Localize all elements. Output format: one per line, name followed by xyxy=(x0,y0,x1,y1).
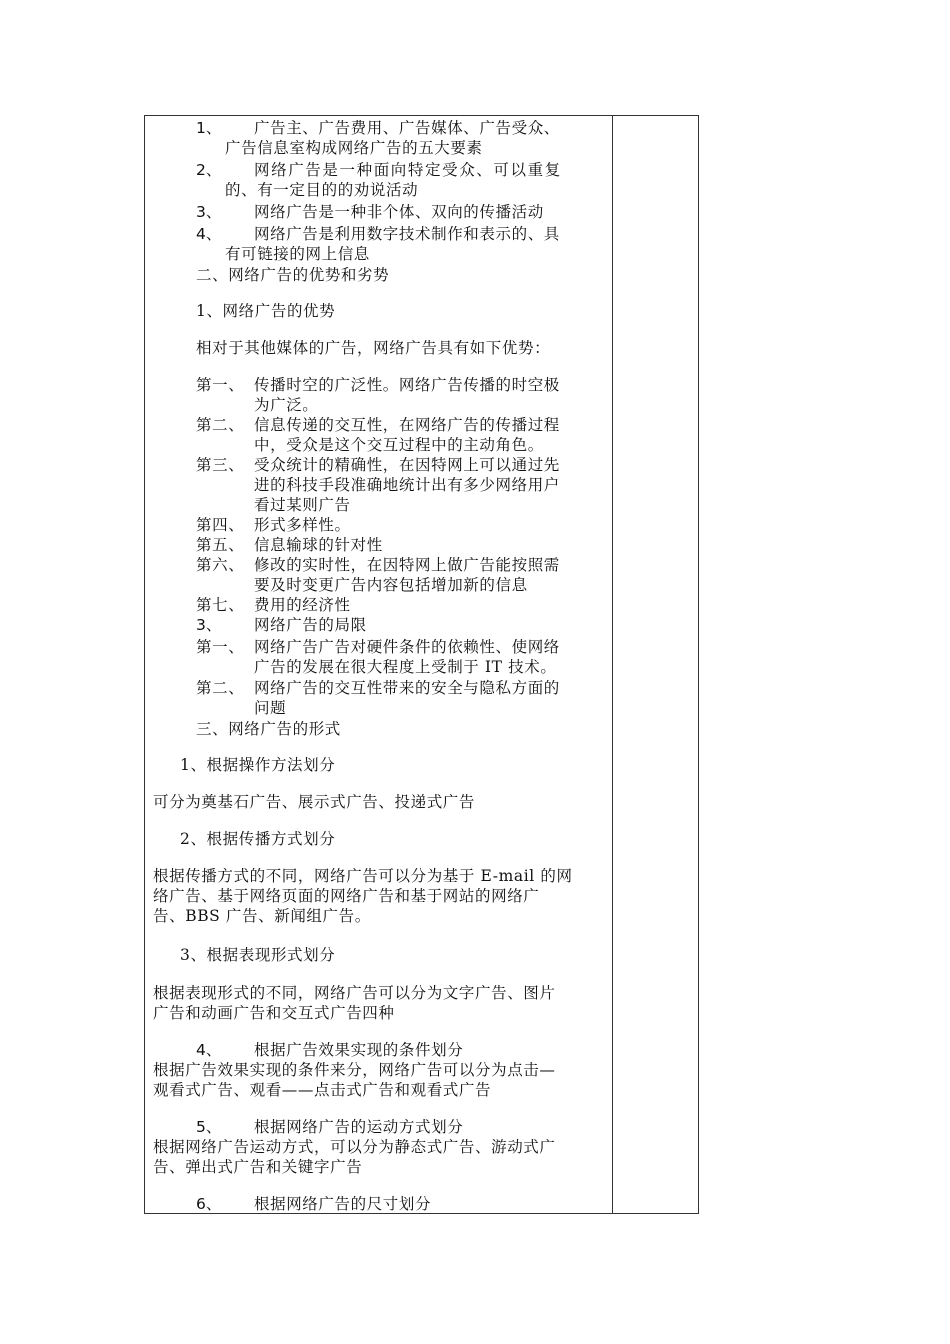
item-1-number: 1、 xyxy=(196,119,222,137)
item-2-line-1: 网络广告是一种面向特定受众、可以重复 xyxy=(254,161,562,179)
form-2-text-line-3: 告、BBS 广告、新闻组广告。 xyxy=(153,907,371,925)
form-3-heading: 3、根据表现形式划分 xyxy=(180,946,336,964)
form-1-text: 可分为奠基石广告、展示式广告、投递式广告 xyxy=(153,793,476,811)
item-4-line-1: 网络广告是利用数字技术制作和表示的、具 xyxy=(254,225,560,243)
form-2-heading: 2、根据传播方式划分 xyxy=(180,830,336,848)
lim-2-line-2: 问题 xyxy=(254,699,287,717)
adv-2-number: 第二、 xyxy=(196,416,245,434)
adv-5-number: 第五、 xyxy=(196,536,245,554)
lim-1-line-1: 网络广告广告对硬件条件的依赖性、使网络 xyxy=(254,638,560,656)
section-2-3-heading: 网络广告的局限 xyxy=(254,616,367,634)
lim-2-number: 第二、 xyxy=(196,679,245,697)
form-6-number: 6、 xyxy=(196,1195,222,1213)
adv-3-number: 第三、 xyxy=(196,456,245,474)
section-2-heading: 二、网络广告的优势和劣势 xyxy=(196,266,390,284)
form-4-text-line-1: 根据广告效果实现的条件来分，网络广告可以分为点击— xyxy=(153,1061,556,1079)
item-2-number: 2、 xyxy=(196,161,222,179)
form-4-text-line-2: 观看式广告、观看——点击式广告和观看式广告 xyxy=(153,1081,492,1099)
lim-1-number: 第一、 xyxy=(196,638,245,656)
section-3-heading: 三、网络广告的形式 xyxy=(196,720,341,738)
adv-3-line-2: 进的科技手段准确地统计出有多少网络用户 xyxy=(254,476,560,494)
form-6-heading: 根据网络广告的尺寸划分 xyxy=(254,1195,432,1213)
form-4-heading: 根据广告效果实现的条件划分 xyxy=(254,1041,464,1059)
item-3-number: 3、 xyxy=(196,203,222,221)
section-2-3-number: 3、 xyxy=(196,616,222,634)
item-1-line-1: 广告主、广告费用、广告媒体、广告受众、 xyxy=(254,119,560,137)
adv-7-line-1: 费用的经济性 xyxy=(254,596,351,614)
adv-3-line-1: 受众统计的精确性，在因特网上可以通过先 xyxy=(254,456,560,474)
adv-1-number: 第一、 xyxy=(196,376,245,394)
form-1-heading: 1、根据操作方法划分 xyxy=(180,756,336,774)
adv-2-line-1: 信息传递的交互性，在网络广告的传播过程 xyxy=(254,416,560,434)
form-5-text-line-2: 告、弹出式广告和关键字广告 xyxy=(153,1158,363,1176)
lim-2-line-1: 网络广告的交互性带来的安全与隐私方面的 xyxy=(254,679,560,697)
item-4-line-2: 有可链接的网上信息 xyxy=(225,245,370,263)
advantages-intro: 相对于其他媒体的广告，网络广告具有如下优势： xyxy=(196,339,551,357)
adv-6-line-1: 修改的实时性，在因特网上做广告能按照需 xyxy=(254,556,560,574)
section-2-1-heading: 1、网络广告的优势 xyxy=(196,302,336,320)
adv-6-number: 第六、 xyxy=(196,556,245,574)
form-3-text-line-2: 广告和动画广告和交互式广告四种 xyxy=(153,1004,395,1022)
form-3-text-line-1: 根据表现形式的不同，网络广告可以分为文字广告、图片 xyxy=(153,984,556,1002)
adv-1-line-2: 为广泛。 xyxy=(254,396,319,414)
adv-4-number: 第四、 xyxy=(196,516,245,534)
adv-3-line-3: 看过某则广告 xyxy=(254,496,351,514)
form-5-heading: 根据网络广告的运动方式划分 xyxy=(254,1118,464,1136)
adv-7-number: 第七、 xyxy=(196,596,245,614)
adv-4-line-1: 形式多样性。 xyxy=(254,516,351,534)
form-5-number: 5、 xyxy=(196,1118,222,1136)
column-divider xyxy=(612,116,613,1213)
item-3-line-1: 网络广告是一种非个体、双向的传播活动 xyxy=(254,203,544,221)
form-5-text-line-1: 根据网络广告运动方式，可以分为静态式广告、游动式广 xyxy=(153,1138,556,1156)
item-4-number: 4、 xyxy=(196,225,222,243)
form-2-text-line-2: 络广告、基于网络页面的网络广告和基于网站的网络广 xyxy=(153,887,540,905)
adv-2-line-2: 中，受众是这个交互过程中的主动角色。 xyxy=(254,436,544,454)
item-1-line-2: 广告信息室构成网络广告的五大要素 xyxy=(225,139,483,157)
form-4-number: 4、 xyxy=(196,1041,222,1059)
form-2-text-line-1: 根据传播方式的不同，网络广告可以分为基于 E-mail 的网 xyxy=(153,867,573,885)
adv-6-line-2: 要及时变更广告内容包括增加新的信息 xyxy=(254,576,528,594)
adv-1-line-1: 传播时空的广泛性。网络广告传播的时空极 xyxy=(254,376,560,394)
lim-1-line-2: 广告的发展在很大程度上受制于 IT 技术。 xyxy=(254,658,557,676)
item-2-line-2: 的、有一定目的的劝说活动 xyxy=(225,181,419,199)
adv-5-line-1: 信息输球的针对性 xyxy=(254,536,383,554)
